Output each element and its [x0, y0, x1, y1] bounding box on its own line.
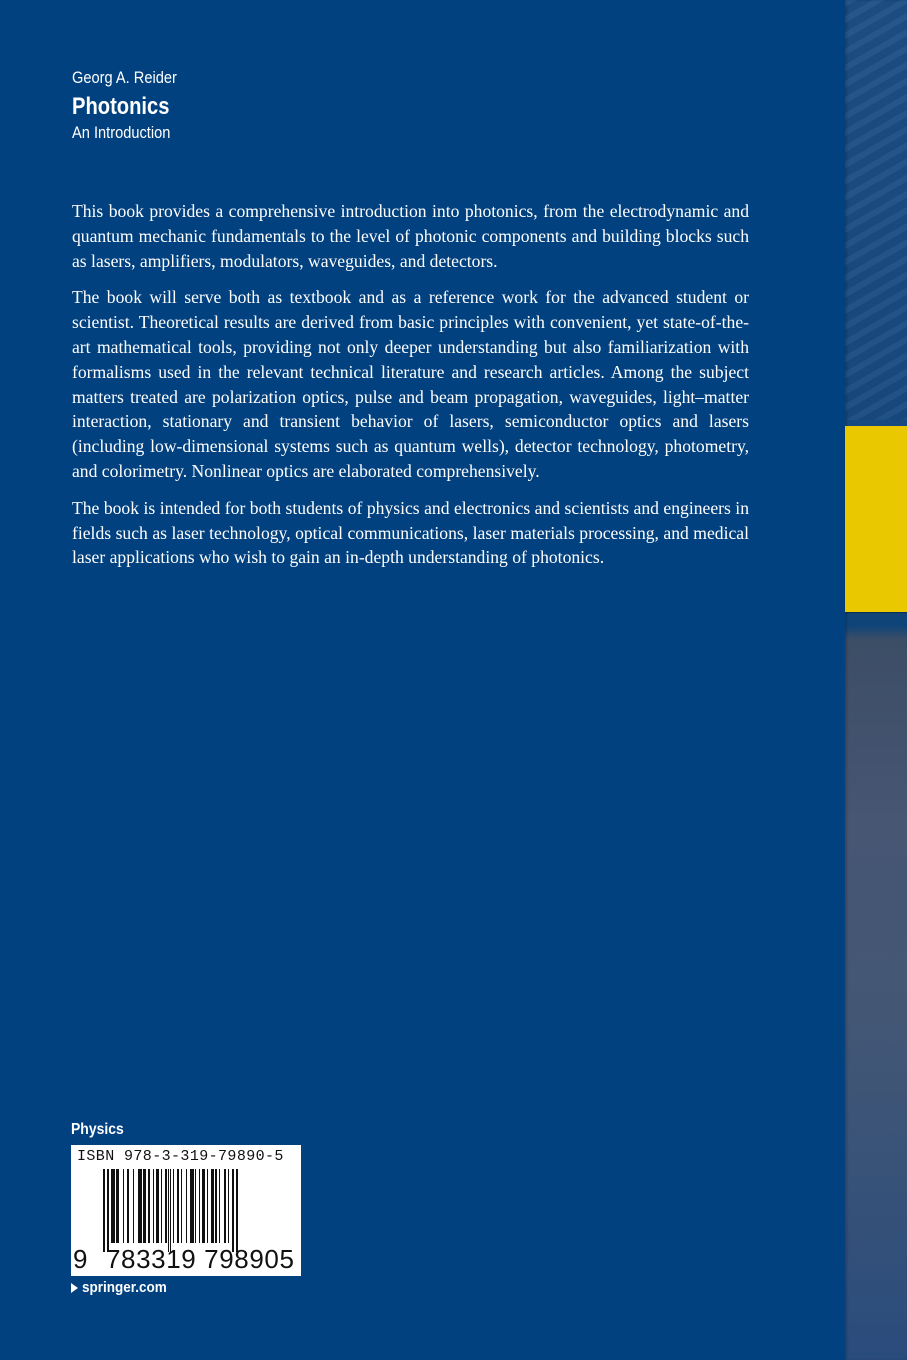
description-paragraph-2: The book will serve both as textbook and as a reference work for the advanced student or scientist. Theoretical results are derived from basic principles with convenient, yet state-of-the-art mathematical tools, providing not only deeper understanding but also familiarization with formalisms used in the relevant technical literature and research articles. Among the subject matters treated are polarization optics, pulse and beam propagation, waveguides, light–matter interaction, stationary and transient behavior of lasers, semiconductor optics and lasers (including low-dimensional systems such as quantum wells), detector technology, photometry, and colorimetry. Nonlinear optics are elaborated comprehensively. [72, 287, 749, 481]
book-description [72, 199, 749, 582]
cover-header [72, 67, 194, 144]
book-subtitle: An Introduction [72, 123, 171, 142]
description-paragraph-1: This book provides a comprehensive introduction into photonics, from the electrodynamic and quantum mechanic fundamentals to the level of photonic components and building blocks such as lasers, amplifiers, modulators, waveguides, and detectors. [72, 201, 749, 271]
spine-texture [845, 0, 907, 420]
arrow-right-icon [71, 1283, 78, 1293]
springer-link[interactable] [71, 1278, 176, 1298]
isbn-label: ISBN 978-3-319-79890-5 [77, 1148, 284, 1165]
publisher-link-label: springer.com [82, 1279, 167, 1296]
ean-first-digit: 9 [73, 1244, 88, 1274]
author-name: Georg A. Reider [72, 68, 177, 87]
subject-category: Physics [71, 1121, 124, 1138]
book-title: Photonics [72, 93, 170, 120]
yellow-accent-block [845, 426, 907, 612]
isbn-barcode [71, 1145, 301, 1276]
description-paragraph-3: The book is intended for both students of physics and electronics and scientists and engineers in fields such as laser technology, optical communications, laser materials processing, and medical laser applications who wish to gain an in-depth understanding of photonics. [72, 497, 749, 568]
barcode-bars [103, 1169, 283, 1252]
ean-digits: 783319 798905 [106, 1244, 295, 1274]
